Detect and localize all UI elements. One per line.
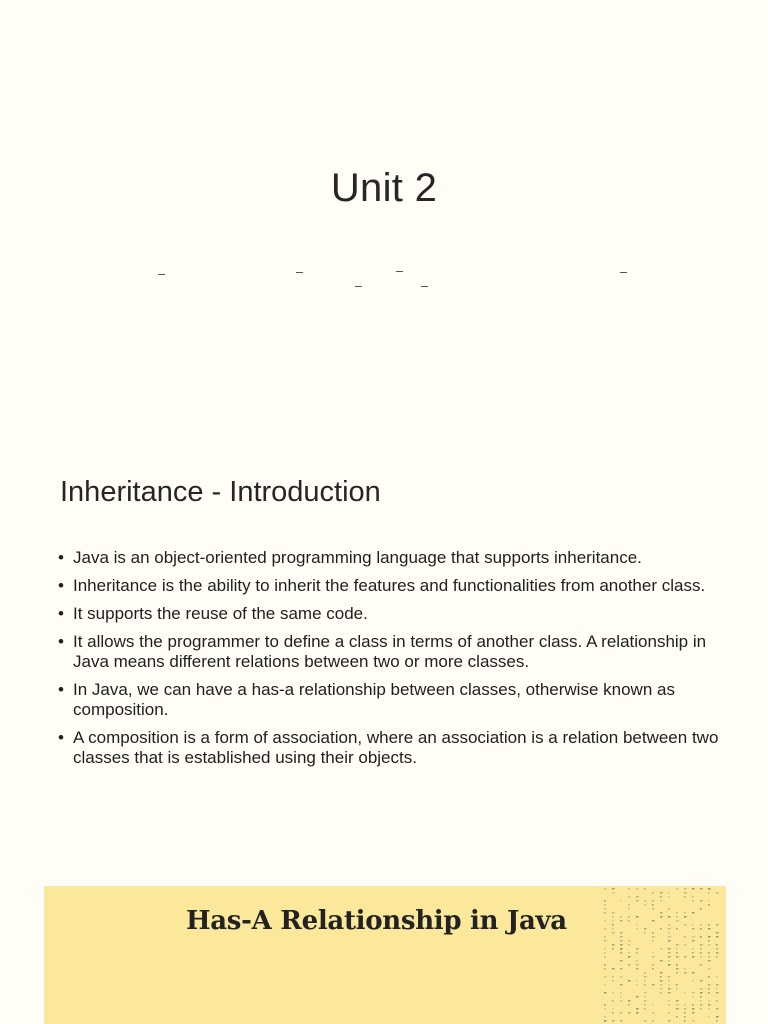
pattern-dot xyxy=(628,944,630,946)
slide-inheritance-intro xyxy=(0,450,768,870)
bullet-text: Java is an object-oriented programming language that supports inheritance. xyxy=(73,548,642,567)
pattern-dot xyxy=(660,980,663,982)
pattern-dot xyxy=(604,968,606,970)
pattern-dot xyxy=(668,964,671,966)
pattern-dot xyxy=(692,996,694,998)
pattern-dot xyxy=(716,948,719,950)
pattern-dot xyxy=(692,992,695,994)
pattern-dot xyxy=(684,1016,686,1018)
pattern-dot xyxy=(644,1004,646,1006)
slide-heading: Inheritance - Introduction xyxy=(60,476,381,508)
pattern-dot xyxy=(700,996,702,998)
pattern-dot xyxy=(620,976,623,978)
pattern-dot xyxy=(604,940,607,942)
pattern-dot xyxy=(628,916,630,918)
pattern-dot xyxy=(668,1004,671,1006)
pattern-dot xyxy=(652,968,654,970)
pattern-dot xyxy=(620,992,622,994)
pattern-dot xyxy=(612,920,614,922)
pattern-dot xyxy=(708,1004,711,1006)
pattern-dot xyxy=(604,976,607,978)
pattern-dot xyxy=(676,916,678,918)
pattern-dot xyxy=(692,912,695,914)
pattern-dot xyxy=(684,1012,686,1014)
pattern-dot xyxy=(700,936,702,938)
pattern-dot xyxy=(652,940,654,942)
pattern-dot xyxy=(660,948,663,950)
slide-unit-2 xyxy=(0,0,768,440)
pattern-dot xyxy=(708,944,711,946)
pattern-dot xyxy=(620,940,623,942)
pattern-dot xyxy=(628,1000,631,1002)
dash-mark xyxy=(296,272,303,273)
pattern-dot xyxy=(676,988,678,990)
pattern-dot xyxy=(628,1004,630,1006)
pattern-dot xyxy=(676,956,679,958)
pattern-dot xyxy=(716,952,719,954)
pattern-dot xyxy=(636,964,639,966)
pattern-dot xyxy=(708,940,710,942)
pattern-dot xyxy=(652,904,654,906)
bullet-text: It allows the programmer to define a class in terms of another class. A relationship in Java means different relations between two or more classes. xyxy=(73,632,707,671)
pattern-dot xyxy=(692,1020,695,1022)
pattern-dot xyxy=(620,944,623,946)
pattern-dot xyxy=(620,916,622,918)
pattern-dot xyxy=(668,960,670,962)
pattern-dot xyxy=(660,916,663,918)
pattern-dot xyxy=(652,964,654,966)
pattern-dot xyxy=(620,1020,623,1022)
pattern-dot xyxy=(604,984,606,986)
pattern-dot xyxy=(604,928,607,930)
pattern-dot xyxy=(708,900,710,902)
pattern-dot xyxy=(604,952,606,954)
pattern-dot xyxy=(676,1000,679,1002)
bullet-dot: • xyxy=(58,680,64,699)
pattern-dot xyxy=(668,916,671,918)
pattern-dot xyxy=(684,924,687,926)
pattern-dot xyxy=(716,976,718,978)
pattern-dot xyxy=(612,1020,615,1022)
pattern-dot xyxy=(652,932,654,934)
pattern-dot xyxy=(660,972,663,974)
pattern-dot xyxy=(692,948,694,950)
pattern-dot xyxy=(700,1004,703,1006)
pattern-dot xyxy=(628,888,630,890)
pattern-dot xyxy=(708,968,711,970)
pattern-dot xyxy=(668,928,671,930)
pattern-dot xyxy=(636,1008,639,1010)
pattern-dot xyxy=(676,888,678,890)
pattern-dot xyxy=(668,992,671,994)
pattern-dot xyxy=(700,956,703,958)
pattern-dot xyxy=(676,968,679,970)
pattern-dot xyxy=(684,1008,687,1010)
pattern-dot xyxy=(636,948,639,950)
pattern-dot xyxy=(668,896,670,898)
pattern-dot xyxy=(716,988,718,990)
pattern-dot xyxy=(612,980,614,982)
pattern-dot xyxy=(676,1016,678,1018)
pattern-dot xyxy=(604,912,606,914)
pattern-dot xyxy=(644,928,647,930)
pattern-dot xyxy=(668,984,670,986)
pattern-dot xyxy=(644,992,647,994)
pattern-dot xyxy=(668,948,671,950)
pattern-dot xyxy=(604,1004,606,1006)
pattern-dot xyxy=(612,932,615,934)
pattern-dot xyxy=(660,896,662,898)
pattern-dot xyxy=(604,992,607,994)
pattern-dot xyxy=(716,1016,719,1018)
dash-mark xyxy=(355,286,362,287)
pattern-dot xyxy=(684,916,687,918)
pattern-dot xyxy=(612,928,614,930)
pattern-dot xyxy=(636,984,638,986)
pattern-dot xyxy=(668,932,670,934)
pattern-dot xyxy=(692,888,695,890)
pattern-dot xyxy=(644,976,647,978)
pattern-dot xyxy=(628,920,630,922)
pattern-dot xyxy=(636,996,639,998)
pattern-dot xyxy=(620,952,623,954)
pattern-dot xyxy=(636,1012,639,1014)
pattern-dot xyxy=(676,1008,679,1010)
pattern-dot xyxy=(700,908,702,910)
bullet-item xyxy=(58,576,738,596)
pattern-dot xyxy=(708,1016,710,1018)
bullet-item xyxy=(58,604,738,624)
dash-mark xyxy=(396,271,403,272)
pattern-dot xyxy=(700,952,702,954)
pattern-dot xyxy=(700,1008,702,1010)
bullet-item xyxy=(58,680,738,720)
pattern-dot xyxy=(652,956,655,958)
pattern-dot xyxy=(636,952,638,954)
pattern-dot xyxy=(676,920,679,922)
pattern-dot xyxy=(708,936,711,938)
pattern-dot xyxy=(604,908,607,910)
pattern-dot xyxy=(620,920,623,922)
pattern-dot xyxy=(668,952,671,954)
pattern-dot xyxy=(692,900,694,902)
pattern-dot xyxy=(644,984,646,986)
pattern-dot xyxy=(676,944,679,946)
pattern-dot xyxy=(644,980,646,982)
pattern-dot xyxy=(604,920,606,922)
pattern-dot xyxy=(620,932,623,934)
pattern-dot xyxy=(604,904,606,906)
pattern-dot xyxy=(628,940,631,942)
pattern-dot xyxy=(628,980,631,982)
pattern-dot xyxy=(660,928,662,930)
pattern-dot xyxy=(676,912,678,914)
pattern-dot xyxy=(620,1000,623,1002)
pattern-dot xyxy=(700,992,703,994)
pattern-dot xyxy=(700,980,703,982)
pattern-dot xyxy=(612,944,615,946)
bullet-dot: • xyxy=(58,604,64,623)
pattern-dot xyxy=(716,992,719,994)
pattern-dot xyxy=(668,892,670,894)
pattern-dot xyxy=(644,904,647,906)
pattern-dot xyxy=(604,956,606,958)
pattern-dot xyxy=(636,928,638,930)
pattern-dot xyxy=(652,936,655,938)
pattern-dot xyxy=(644,888,646,890)
pattern-dot xyxy=(620,984,623,986)
pattern-dot xyxy=(708,924,710,926)
pattern-dot xyxy=(684,896,686,898)
pattern-dot xyxy=(692,1008,695,1010)
bullet-text: In Java, we can have a has-a relationship between classes, otherwise known as composition. xyxy=(73,680,675,719)
pattern-dot xyxy=(708,976,710,978)
pattern-dot xyxy=(636,916,639,918)
pattern-dot xyxy=(636,968,639,970)
pattern-dot xyxy=(612,916,614,918)
pattern-dot xyxy=(716,932,719,934)
pattern-dot xyxy=(644,932,646,934)
bullet-item xyxy=(58,728,738,768)
pattern-dot xyxy=(684,992,686,994)
pattern-dot xyxy=(660,900,663,902)
pattern-dot xyxy=(708,984,711,986)
dash-mark xyxy=(620,272,627,273)
pattern-dot xyxy=(612,1012,614,1014)
pattern-dot xyxy=(684,1004,686,1006)
binary-pattern-decoration xyxy=(600,886,726,1024)
slide-has-a-banner xyxy=(44,886,726,1024)
pattern-dot xyxy=(668,940,671,942)
pattern-dot xyxy=(604,936,606,938)
pattern-dot xyxy=(708,1008,710,1010)
bullet-item xyxy=(58,632,738,672)
pattern-dot xyxy=(684,888,687,890)
pattern-dot xyxy=(676,928,678,930)
pattern-dot xyxy=(676,984,678,986)
pattern-dot xyxy=(676,1004,679,1006)
pattern-dot xyxy=(644,900,647,902)
pattern-dot xyxy=(708,988,710,990)
pattern-dot xyxy=(612,924,614,926)
pattern-dot xyxy=(644,996,646,998)
pattern-dot xyxy=(716,1008,719,1010)
pattern-dot xyxy=(652,1020,654,1022)
pattern-dot xyxy=(692,980,694,982)
pattern-dot xyxy=(676,952,678,954)
pattern-dot xyxy=(716,936,719,938)
pattern-dot xyxy=(620,996,622,998)
bullet-list xyxy=(58,548,738,776)
pattern-dot xyxy=(644,1020,647,1022)
pattern-dot xyxy=(692,924,694,926)
bullet-item xyxy=(58,548,738,568)
pattern-dot xyxy=(668,1000,670,1002)
pattern-dot xyxy=(628,896,631,898)
pattern-dot xyxy=(612,976,614,978)
pattern-dot xyxy=(684,892,687,894)
pattern-dot xyxy=(612,968,615,970)
banner-title: Has-A Relationship in Java xyxy=(186,906,567,936)
pattern-dot xyxy=(636,896,639,898)
pattern-dot xyxy=(708,956,711,958)
pattern-dot xyxy=(612,992,614,994)
pattern-dot xyxy=(700,948,702,950)
pattern-dot xyxy=(692,896,694,898)
pattern-dot xyxy=(604,1016,606,1018)
pattern-dot xyxy=(620,968,623,970)
pattern-dot xyxy=(604,1008,606,1010)
pattern-dot xyxy=(612,948,614,950)
pattern-dot xyxy=(668,1012,670,1014)
pattern-dot xyxy=(620,948,623,950)
pattern-dot xyxy=(612,892,615,894)
pattern-dot xyxy=(676,972,678,974)
pattern-dot xyxy=(668,924,671,926)
pattern-dot xyxy=(620,900,622,902)
pattern-dot xyxy=(636,888,639,890)
pattern-dot xyxy=(652,900,654,902)
pattern-dot xyxy=(660,984,663,986)
pattern-dot xyxy=(684,956,687,958)
pattern-dot xyxy=(708,892,710,894)
pattern-dot xyxy=(644,972,646,974)
pattern-dot xyxy=(708,952,710,954)
pattern-dot xyxy=(716,1020,718,1022)
pattern-dot xyxy=(660,976,662,978)
pattern-dot xyxy=(652,1012,655,1014)
bullet-dot: • xyxy=(58,548,64,567)
pattern-dot xyxy=(692,1004,694,1006)
pattern-dot xyxy=(708,904,710,906)
pattern-dot xyxy=(652,952,654,954)
pattern-dot xyxy=(692,952,694,954)
pattern-dot xyxy=(692,972,695,974)
pattern-dot xyxy=(628,908,630,910)
pattern-dot xyxy=(716,984,719,986)
pattern-dot xyxy=(708,960,711,962)
pattern-dot xyxy=(668,988,671,990)
pattern-dot xyxy=(716,944,718,946)
bullet-text: A composition is a form of association, where an association is a relation between two classes that is established using their objects. xyxy=(73,728,719,767)
pattern-dot xyxy=(692,940,695,942)
pattern-dot xyxy=(668,980,670,982)
dash-mark xyxy=(421,286,428,287)
pattern-dot xyxy=(716,924,719,926)
pattern-dot xyxy=(684,936,686,938)
pattern-dot xyxy=(636,924,638,926)
pattern-dot xyxy=(612,1008,614,1010)
pattern-dot xyxy=(700,964,702,966)
pattern-dot xyxy=(660,912,663,914)
bullet-dot: • xyxy=(58,576,64,595)
pattern-dot xyxy=(692,928,695,930)
pattern-dot xyxy=(636,960,638,962)
pattern-dot xyxy=(716,956,718,958)
pattern-dot xyxy=(668,1020,671,1022)
pattern-dot xyxy=(628,964,631,966)
pattern-dot xyxy=(668,908,670,910)
pattern-dot xyxy=(660,960,663,962)
slide-title: Unit 2 xyxy=(330,166,438,210)
pattern-dot xyxy=(684,972,687,974)
pattern-dot xyxy=(660,988,663,990)
pattern-dot xyxy=(660,892,663,894)
pattern-dot xyxy=(628,952,630,954)
pattern-dot xyxy=(700,988,703,990)
bullet-dot: • xyxy=(58,728,64,747)
pattern-dot xyxy=(604,964,606,966)
pattern-dot xyxy=(620,1012,622,1014)
pattern-dot xyxy=(700,888,703,890)
pattern-dot xyxy=(620,960,623,962)
pattern-dot xyxy=(604,888,607,890)
dash-mark xyxy=(158,274,165,275)
pattern-dot xyxy=(716,1000,718,1002)
pattern-dot xyxy=(636,980,638,982)
pattern-dot xyxy=(636,900,639,902)
bullet-dot: • xyxy=(58,632,64,651)
pattern-dot xyxy=(700,900,703,902)
pattern-dot xyxy=(700,1000,702,1002)
pattern-dot xyxy=(652,892,654,894)
pattern-dot xyxy=(612,1000,614,1002)
pattern-dot xyxy=(668,976,670,978)
pattern-dot xyxy=(644,1000,647,1002)
pattern-dot xyxy=(652,920,655,922)
pattern-dot xyxy=(700,924,702,926)
pattern-dot xyxy=(628,956,631,958)
pattern-dot xyxy=(668,936,671,938)
pattern-dot xyxy=(700,944,703,946)
pattern-dot xyxy=(692,956,695,958)
pattern-dot xyxy=(708,1000,710,1002)
bullet-text: It supports the reuse of the same code. xyxy=(73,604,368,623)
pattern-dot xyxy=(604,948,606,950)
pattern-dot xyxy=(660,992,662,994)
pattern-dot xyxy=(644,1008,646,1010)
pattern-dot xyxy=(612,912,615,914)
pattern-dot xyxy=(684,968,686,970)
pattern-dot xyxy=(716,892,719,894)
pattern-dot xyxy=(652,984,655,986)
pattern-dot xyxy=(652,1004,654,1006)
pattern-dot xyxy=(676,964,678,966)
pattern-dot xyxy=(684,1020,686,1022)
pattern-dot xyxy=(628,904,630,906)
pattern-dot xyxy=(692,936,695,938)
pattern-dot xyxy=(668,956,671,958)
pattern-dot xyxy=(684,944,687,946)
pattern-dot xyxy=(708,888,711,890)
pattern-dot xyxy=(676,948,678,950)
pattern-dot xyxy=(692,1012,695,1014)
pattern-dot xyxy=(700,928,702,930)
pattern-dot xyxy=(708,928,711,930)
pattern-dot xyxy=(708,992,710,994)
pattern-dot xyxy=(604,900,606,902)
bullet-text: Inheritance is the ability to inherit the features and functionalities from another class. xyxy=(73,576,706,595)
pattern-dot xyxy=(612,888,615,890)
pattern-dot xyxy=(620,936,623,938)
pattern-dot xyxy=(604,1020,607,1022)
pattern-dot xyxy=(628,1012,631,1014)
pattern-dot xyxy=(684,912,686,914)
pattern-dot xyxy=(652,908,655,910)
